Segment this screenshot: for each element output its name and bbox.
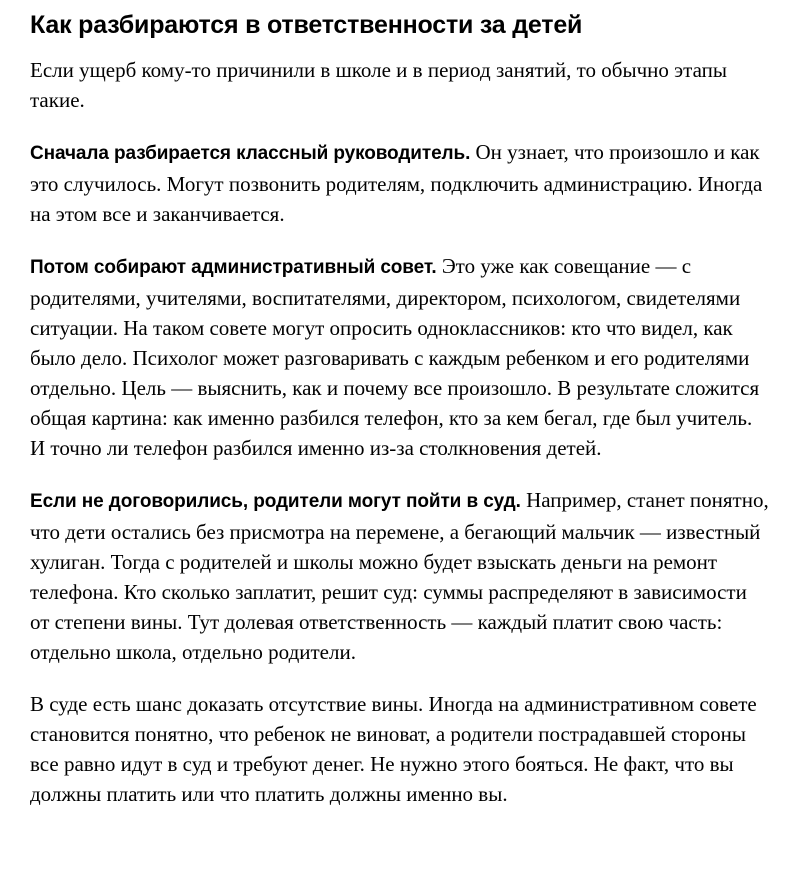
article-body — [30, 10, 769, 809]
paragraph-text: Он узнает, что произошло и как это случилось. Могут позвонить родителям, подключить администрацию. Иногда на этом все и заканчивается. — [30, 140, 763, 226]
paragraph-lead: Потом собирают административный совет. — [30, 257, 437, 278]
paragraph-step-teacher — [30, 137, 769, 229]
paragraph-text: Например, станет понятно, что дети остались без присмотра на перемене, а бегающий мальчик — известный хулиган. Тогда с родителей и школы можно будет взыскать деньги на ремонт телефона. Кто сколько заплатит, решит суд: суммы распределяют в зависимости от степени вины. Тут долевая ответственность — каждый платит свою часть: отдельно школа, отдельно родители. — [30, 488, 769, 664]
paragraph-lead: Сначала разбирается классный руководитель. — [30, 143, 471, 164]
paragraph-lead: Если не договорились, родители могут пойти в суд. — [30, 491, 521, 512]
paragraph-intro — [30, 55, 769, 115]
paragraph-conclusion — [30, 689, 769, 809]
paragraph-text: Если ущерб кому-то причинили в школе и в период занятий, то обычно этапы такие. — [30, 58, 727, 112]
paragraph-step-court — [30, 485, 769, 667]
paragraph-text: В суде есть шанс доказать отсутствие вины. Иногда на административном совете становится понятно, что ребенок не виноват, а родители пострадавшей стороны все равно идут в суд и требуют денег. Не нужно этого бояться. Не факт, что вы должны платить или что платить должны именно вы. — [30, 692, 757, 806]
paragraph-text: Это уже как совещание — с родителями, учителями, воспитателями, директором, психологом, свидетелями ситуации. На таком совете могут опросить одноклассников: кто что видел, как было дело. Психолог может разговаривать с каждым ребенком и его родителями отдельно. Цель — выяснить, как и почему все произошло. В результате сложится общая картина: как именно разбился телефон, кто за кем бегал, где был учитель. И точно ли телефон разбился именно из-за столкновения детей. — [30, 254, 760, 460]
paragraph-step-admin-council — [30, 251, 769, 463]
article-title: Как разбираются в ответственности за детей — [30, 11, 583, 39]
